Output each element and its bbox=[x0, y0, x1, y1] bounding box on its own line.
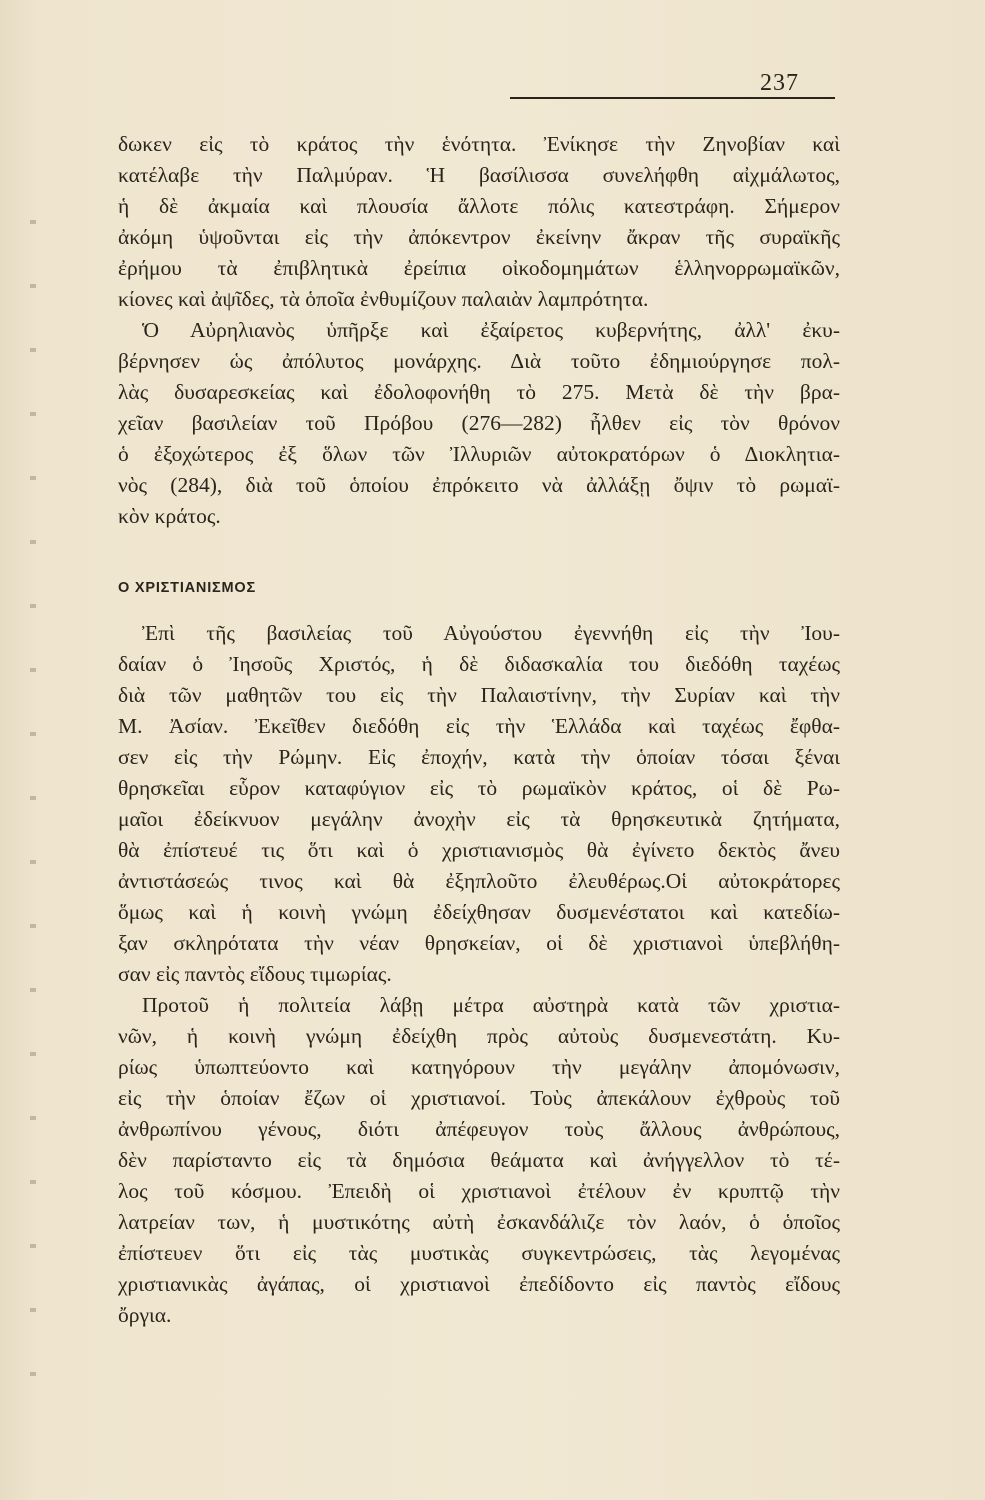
text-line: Ὁ Αὐρηλιανὸς ὑπῆρξε καὶ ἐξαίρετος κυβερνήτης, ἀλλ' ἐκυ- bbox=[142, 318, 840, 342]
text-line: δὲν παρίσταντο εἰς τὰ δημόσια θεάματα καὶ ἀνήγγελλον τὸ τέ- bbox=[118, 1148, 840, 1172]
text-line: ἐπίστευεν ὅτι εἰς τὰς μυστικὰς συγκεντρώσεις, τὰς λεγομένας bbox=[118, 1241, 840, 1265]
text-line: εἰς τὴν ὁποίαν ἔζων οἱ χριστιανοί. Τοὺς ἀπεκάλουν ἐχθροὺς τοῦ bbox=[118, 1086, 840, 1110]
text-line: ἡ δὲ ἀκμαία καὶ πλουσία ἄλλοτε πόλις κατεστράφη. Σήμερον bbox=[118, 194, 840, 218]
text-line: ὄργια. bbox=[118, 1303, 172, 1327]
text-line: Προτοῦ ἡ πολιτεία λάβῃ μέτρα αὐστηρὰ κατὰ τῶν χριστια- bbox=[142, 993, 840, 1017]
text-line: ἀνθρωπίνου γένους, διότι ἀπέφευγον τοὺς ἄλλους ἀνθρώπους, bbox=[118, 1117, 840, 1141]
paragraph-christianity bbox=[118, 618, 840, 1331]
text-line: κίονες καὶ ἀψῖδες, τὰ ὁποῖα ἐνθυμίζουν παλαιὰν λαμπρότητα. bbox=[118, 287, 649, 311]
text-line: ἐρήμου τὰ ἐπιβλητικὰ ἐρείπια οἰκοδομημάτων ἑλληνορρωμαϊκῶν, bbox=[118, 256, 840, 280]
paragraph-aurelian bbox=[118, 129, 840, 532]
text-line: κατέλαβε τὴν Παλμύραν. Ἡ βασίλισσα συνελήφθη αἰχμάλωτος, bbox=[118, 163, 840, 187]
text-line: θὰ ἐπίστευέ τις ὅτι καὶ ὁ χριστιανισμὸς θὰ ἐγίνετο δεκτὸς ἄνευ bbox=[118, 838, 840, 862]
text-line: Ἐπὶ τῆς βασιλείας τοῦ Αὐγούστου ἐγεννήθη εἰς τὴν Ἰου- bbox=[142, 621, 840, 645]
text-line: δωκεν εἰς τὸ κράτος τὴν ἑνότητα. Ἐνίκησε τὴν Ζηνοβίαν καὶ bbox=[118, 132, 840, 156]
text-line: χεῖαν βασιλείαν τοῦ Πρόβου (276—282) ἦλθεν εἰς τὸν θρόνον bbox=[118, 411, 840, 435]
text-line: ρίως ὑπωπτεύοντο καὶ κατηγόρουν τὴν μεγάλην ἀπομόνωσιν, bbox=[118, 1055, 840, 1079]
text-line: διὰ τῶν μαθητῶν του εἰς τὴν Παλαιστίνην, τὴν Συρίαν καὶ τὴν bbox=[118, 683, 840, 707]
text-line: ὅμως καὶ ἡ κοινὴ γνώμη ἐδείχθησαν δυσμενέστατοι καὶ κατεδίω- bbox=[118, 900, 840, 924]
text-line: ἀντιστάσεώς τινος καὶ θὰ ἐξηπλοῦτο ἐλευθέρως.Οἱ αὐτοκράτορες bbox=[118, 869, 840, 893]
binding-shadow bbox=[30, 160, 36, 1420]
page-number: 237 bbox=[760, 70, 799, 96]
text-line: λος τοῦ κόσμου. Ἐπειδὴ οἱ χριστιανοὶ ἐτέλουν ἐν κρυπτῷ τὴν bbox=[118, 1179, 840, 1203]
text-line: θρησκεῖαι εὗρον καταφύγιον εἰς τὸ ρωμαϊκὸν κράτος, οἱ δὲ Ρω- bbox=[118, 776, 840, 800]
text-line: λατρείαν των, ἡ μυστικότης αὐτὴ ἐσκανδάλιζε τὸν λαόν, ὁ ὁποῖος bbox=[118, 1210, 840, 1234]
text-line: ἀκόμη ὑψοῦνται εἰς τὴν ἀπόκεντρον ἐκείνην ἄκραν τῆς συραϊκῆς bbox=[118, 225, 840, 249]
text-line: σαν εἰς παντὸς εἴδους τιμωρίας. bbox=[118, 962, 392, 986]
text-line: ὁ ἐξοχώτερος ἐξ ὅλων τῶν Ἰλλυριῶν αὐτοκρατόρων ὁ Διοκλητια- bbox=[118, 442, 840, 466]
text-line: βέρνησεν ὡς ἀπόλυτος μονάρχης. Διὰ τοῦτο ἐδημιούργησε πολ- bbox=[118, 349, 840, 373]
text-line: μαῖοι ἐδείκνυον μεγάλην ἀνοχὴν εἰς τὰ θρησκευτικὰ ζητήματα, bbox=[118, 807, 840, 831]
text-line: νὸς (284), διὰ τοῦ ὁποίου ἐπρόκειτο νὰ ἀλλάξῃ ὄψιν τὸ ρωμαϊ- bbox=[118, 473, 840, 497]
text-line: χριστιανικὰς ἀγάπας, οἱ χριστιανοὶ ἐπεδίδοντο εἰς παντὸς εἴδους bbox=[118, 1272, 840, 1296]
text-line: σεν εἰς τὴν Ρώμην. Εἰς ἐποχήν, κατὰ τὴν ὁποίαν τόσαι ξέναι bbox=[118, 745, 840, 769]
text-line: λὰς δυσαρεσκείας καὶ ἐδολοφονήθη τὸ 275. Μετὰ δὲ τὴν βρα- bbox=[118, 380, 840, 404]
section-heading: Ο ΧΡΙΣΤΙΑΝΙΣΜΟΣ bbox=[118, 580, 256, 596]
text-line: κὸν κράτος. bbox=[118, 504, 221, 528]
text-line: νῶν, ἡ κοινὴ γνώμη ἐδείχθη πρὸς αὐτοὺς δυσμενεστάτη. Κυ- bbox=[118, 1024, 840, 1048]
header-rule bbox=[510, 97, 835, 99]
text-line: ξαν σκληρότατα τὴν νέαν θρησκείαν, οἱ δὲ χριστιανοὶ ὑπεβλήθη- bbox=[118, 931, 840, 955]
text-line: δαίαν ὁ Ἰησοῦς Χριστός, ἡ δὲ διδασκαλία του διεδόθη ταχέως bbox=[118, 652, 840, 676]
text-line: Μ. Ἀσίαν. Ἐκεῖθεν διεδόθη εἰς τὴν Ἑλλάδα καὶ ταχέως ἔφθα- bbox=[118, 714, 840, 738]
